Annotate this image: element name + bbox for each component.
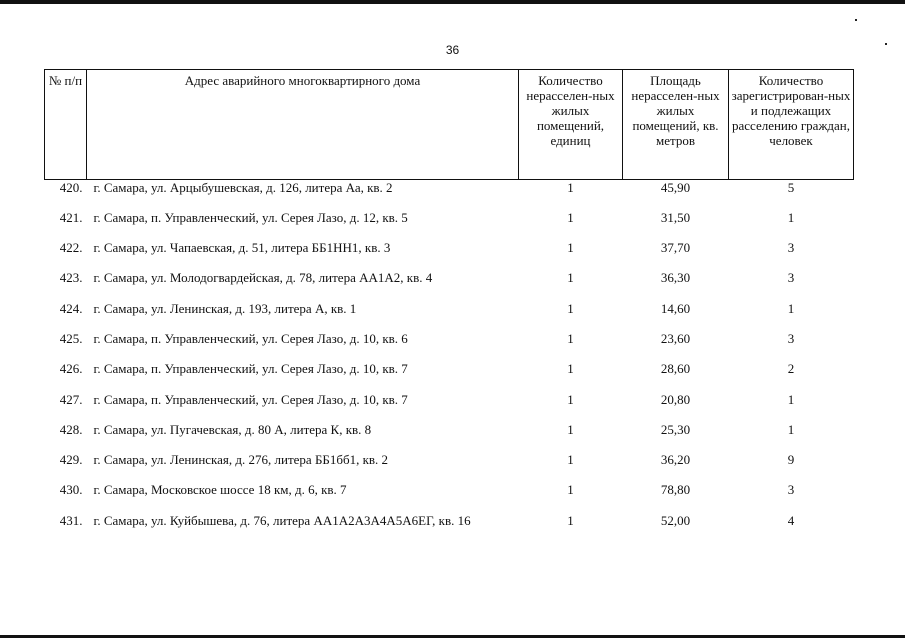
cell-number: 426.: [59, 361, 83, 377]
cell-number: 425.: [59, 330, 83, 346]
cell-area: 36,30: [660, 270, 691, 286]
cell-area: 31,50: [660, 209, 691, 225]
cell-area: 20,80: [660, 391, 691, 407]
cell-address: г. Самара, ул. Арцыбушевская, д. 126, литера Аа, кв. 2: [93, 180, 393, 195]
cell-address: г. Самара, ул. Чапаевская, д. 51, литера ББ1НН1, кв. 3: [93, 240, 391, 256]
cell-units: 1: [567, 209, 574, 225]
header-address: Адрес аварийного многоквартирного дома: [87, 70, 519, 180]
cell-residents: 4: [787, 512, 795, 528]
table-header: [45, 70, 854, 180]
table-row: [45, 422, 854, 452]
header-residents: Количество зарегистрирован-ных и подлежащих расселению граждан, человек: [729, 70, 854, 180]
page-number: 36: [445, 43, 460, 57]
table-row: [45, 210, 854, 240]
cell-units: 1: [567, 180, 574, 195]
top-border-rule: [0, 0, 905, 4]
table-row: [45, 452, 854, 482]
cell-units: 1: [567, 300, 574, 316]
cell-address: г. Самара, ул. Пугачевская, д. 80 А, литера К, кв. 8: [93, 421, 372, 437]
cell-residents: 1: [787, 421, 795, 437]
cell-address: г. Самара, ул. Молодогвардейская, д. 78, литера АА1А2, кв. 4: [93, 270, 433, 286]
table-row: [45, 240, 854, 270]
cell-residents: 1: [787, 391, 795, 407]
cell-address: г. Самара, ул. Ленинская, д. 193, литера А, кв. 1: [93, 300, 357, 316]
cell-units: 1: [567, 482, 574, 498]
cell-units: 1: [567, 240, 574, 256]
cell-residents: 5: [787, 180, 795, 195]
cell-units: 1: [567, 391, 574, 407]
cell-address: г. Самара, ул. Куйбышева, д. 76, литера АА1А2А3А4А5А6ЕГ, кв. 16: [93, 512, 471, 528]
header-units: Количество нерасселен-ных жилых помещений, единиц: [519, 70, 623, 180]
table-row: [45, 513, 854, 553]
table-row: [45, 331, 854, 361]
cell-address: г. Самара, Московское шоссе 18 км, д. 6, кв. 7: [93, 482, 347, 498]
cell-address: г. Самара, п. Управленческий, ул. Серея Лазо, д. 12, кв. 5: [93, 209, 408, 225]
cell-residents: 2: [787, 361, 795, 377]
cell-area: 45,90: [660, 180, 691, 195]
table-row: [45, 392, 854, 422]
cell-number: 422.: [59, 240, 83, 256]
scan-speck: [855, 19, 857, 21]
table-body: [45, 180, 854, 553]
table-row: [45, 361, 854, 391]
cell-number: 421.: [59, 209, 83, 225]
cell-address: г. Самара, п. Управленческий, ул. Серея Лазо, д. 10, кв. 7: [93, 391, 408, 407]
cell-residents: 3: [787, 240, 795, 256]
cell-units: 1: [567, 452, 574, 468]
cell-area: 52,00: [660, 512, 691, 528]
header-num: № п/п: [45, 70, 87, 180]
cell-units: 1: [567, 270, 574, 286]
cell-area: 78,80: [660, 482, 691, 498]
cell-number: 429.: [59, 452, 83, 468]
cell-number: 428.: [59, 421, 83, 437]
cell-residents: 3: [787, 330, 795, 346]
cell-units: 1: [567, 361, 574, 377]
cell-address: г. Самара, п. Управленческий, ул. Серея Лазо, д. 10, кв. 6: [93, 330, 408, 346]
cell-residents: 3: [787, 270, 795, 286]
cell-residents: 1: [787, 300, 795, 316]
cell-area: 28,60: [660, 361, 691, 377]
table-row: [45, 180, 854, 210]
cell-residents: 3: [787, 482, 795, 498]
cell-number: 423.: [59, 270, 83, 286]
emergency-housing-table: [44, 69, 854, 553]
cell-area: 25,30: [660, 421, 691, 437]
cell-number: 424.: [59, 300, 83, 316]
cell-address: г. Самара, п. Управленческий, ул. Серея Лазо, д. 10, кв. 7: [93, 361, 408, 377]
cell-number: 427.: [59, 391, 83, 407]
cell-area: 37,70: [660, 240, 691, 256]
cell-units: 1: [567, 330, 574, 346]
cell-area: 36,20: [660, 452, 691, 468]
cell-number: 431.: [59, 512, 83, 528]
bottom-border-rule: [0, 635, 905, 638]
cell-residents: 1: [787, 209, 795, 225]
header-area: Площадь нерасселен-ных жилых помещений, кв. метров: [623, 70, 729, 180]
cell-area: 23,60: [660, 330, 691, 346]
cell-units: 1: [567, 512, 574, 528]
header-row: [45, 70, 854, 180]
cell-area: 14,60: [660, 300, 691, 316]
cell-address: г. Самара, ул. Ленинская, д. 276, литера ББ1бб1, кв. 2: [93, 452, 389, 468]
table-row: [45, 301, 854, 331]
cell-number: 430.: [59, 482, 83, 498]
table-row: [45, 482, 854, 512]
cell-number: 420.: [59, 180, 83, 195]
cell-residents: 9: [787, 452, 795, 468]
cell-units: 1: [567, 421, 574, 437]
table-row: [45, 270, 854, 300]
